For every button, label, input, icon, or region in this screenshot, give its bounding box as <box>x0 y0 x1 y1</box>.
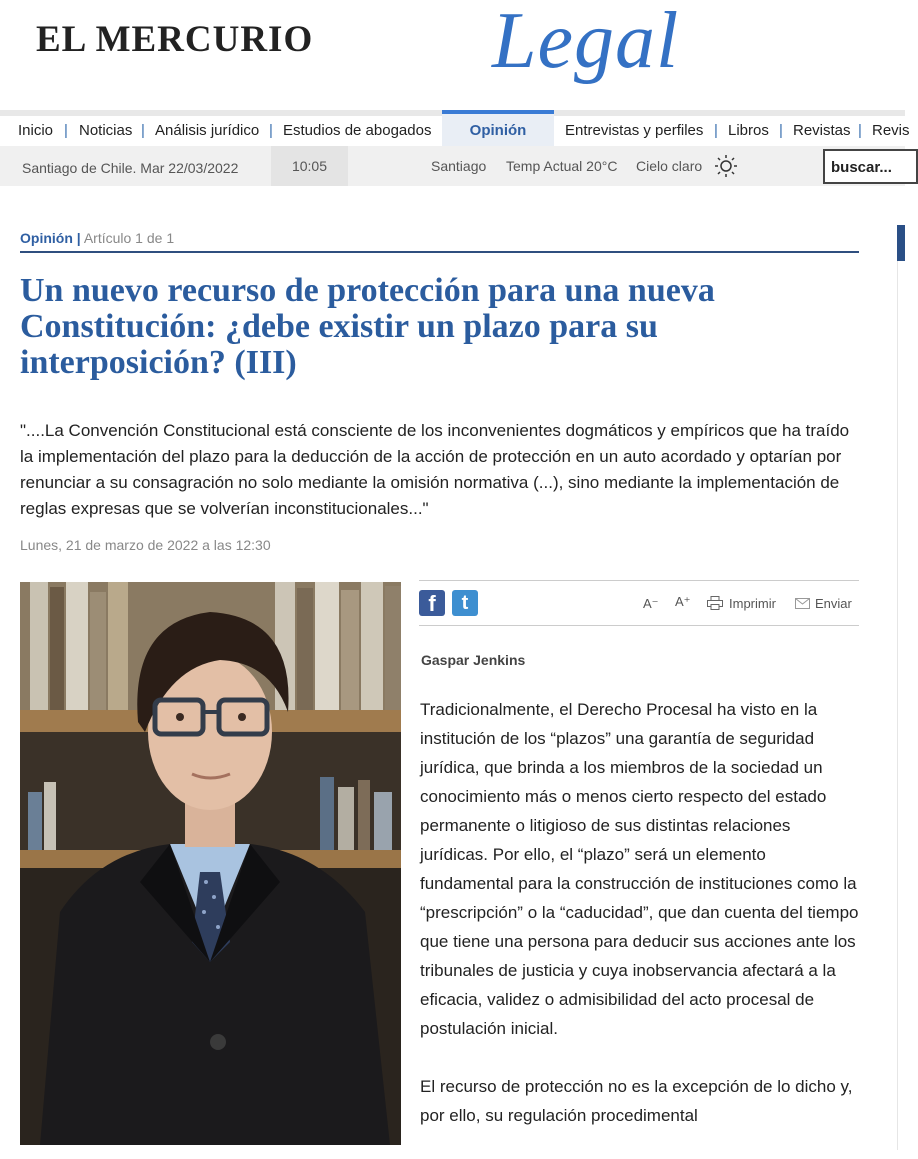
kicker-divider <box>20 251 859 253</box>
facebook-icon[interactable]: f <box>419 590 445 616</box>
article-headline: Un nuevo recurso de protección para una nueva Constitución: ¿debe existir un plazo para su interposición? (III) <box>20 272 715 381</box>
weather-sky: Cielo claro <box>636 158 703 174</box>
body-paragraph: El recurso de protección no es la excepción de lo dicho y, por ello, su regulación procedimental <box>420 1077 853 1125</box>
nav-item-entrevistas[interactable]: Entrevistas y perfiles <box>565 122 704 139</box>
font-decrease-button[interactable]: A⁻ <box>643 596 659 611</box>
kicker-section[interactable]: Opinión <box>20 230 73 246</box>
article-dateline: Lunes, 21 de marzo de 2022 a las 12:30 <box>20 537 271 553</box>
email-button[interactable]: Enviar <box>815 596 852 611</box>
toolbar-divider-top <box>419 580 859 581</box>
nav-separator: | <box>64 122 68 139</box>
sun-icon <box>714 154 738 178</box>
current-time: 10:05 <box>271 146 348 186</box>
nav-separator: | <box>858 122 862 139</box>
print-icon[interactable] <box>707 596 723 610</box>
info-bar <box>0 146 905 186</box>
body-paragraph: Tradicionalmente, el Derecho Procesal ha visto en la institución de los “plazos” una garantía de seguridad jurídica, que brinda a los miembros de la sociedad un conocimiento más o menos cierto respecto del estado permanente o litigioso de sus distintas relaciones jurídicas. Por ello, el “plazo” será un elemento fundamental para la construcción de instituciones como la “prescripción” o la “caducidad”, que dan cuenta del tiempo que tiene una persona para deducir sus acciones ante los tribunales de justicia y cuya inobservancia afectará a la eficacia, validez o admisibilidad del acto procesal de postulación inicial. <box>420 700 859 1038</box>
masthead <box>0 0 905 110</box>
nav-item-analisis[interactable]: Análisis jurídico <box>155 122 260 139</box>
kicker-separator: | <box>76 230 81 246</box>
article-position: Artículo 1 de 1 <box>83 230 175 246</box>
nav-item-libros[interactable]: Libros <box>728 122 769 139</box>
article-kicker <box>20 230 174 246</box>
article-body <box>420 695 860 1159</box>
twitter-icon[interactable]: t <box>452 590 478 616</box>
nav-item-revistas[interactable]: Revistas <box>793 122 851 139</box>
author-photo <box>20 582 401 1145</box>
nav-item-opinion[interactable]: Opinión <box>442 110 554 146</box>
current-date: Santiago de Chile. Mar 22/03/2022 <box>22 160 239 176</box>
article-author: Gaspar Jenkins <box>421 652 526 668</box>
font-increase-button[interactable]: A⁺ <box>675 594 691 609</box>
print-button[interactable]: Imprimir <box>729 596 776 611</box>
nav-item-noticias[interactable]: Noticias <box>79 122 133 139</box>
nav-item-revis[interactable]: Revis <box>872 122 910 139</box>
nav-item-estudios[interactable]: Estudios de abogados <box>283 122 432 139</box>
weather-city: Santiago <box>431 158 487 174</box>
sidebar-divider <box>897 261 898 1150</box>
search-input[interactable]: buscar... <box>823 149 918 184</box>
brand-logo[interactable]: EL MERCURIO <box>36 19 314 60</box>
section-logo[interactable]: Legal <box>492 0 680 85</box>
nav-item-inicio[interactable]: Inicio <box>18 122 54 139</box>
nav-separator: | <box>779 122 783 139</box>
mail-icon[interactable] <box>795 598 810 609</box>
weather-temperature: Temp Actual 20°C <box>506 158 618 174</box>
nav-separator: | <box>714 122 718 139</box>
toolbar-divider-bottom <box>419 625 859 626</box>
article-lead: "....La Convención Constitucional está consciente de los inconvenientes dogmáticos y empíricos que ha traído la implementación del plazo para la deducción de la acción de protección en un auto acordado y optarían por renunciar a su consagración no solo mediante la omisión normativa (...), sino mediante la implementación de reglas expresas que se volverían inconstitucionales..." <box>20 421 850 518</box>
main-nav <box>0 110 910 146</box>
nav-separator: | <box>141 122 145 139</box>
nav-separator: | <box>269 122 273 139</box>
sidebar-edge <box>897 225 905 261</box>
